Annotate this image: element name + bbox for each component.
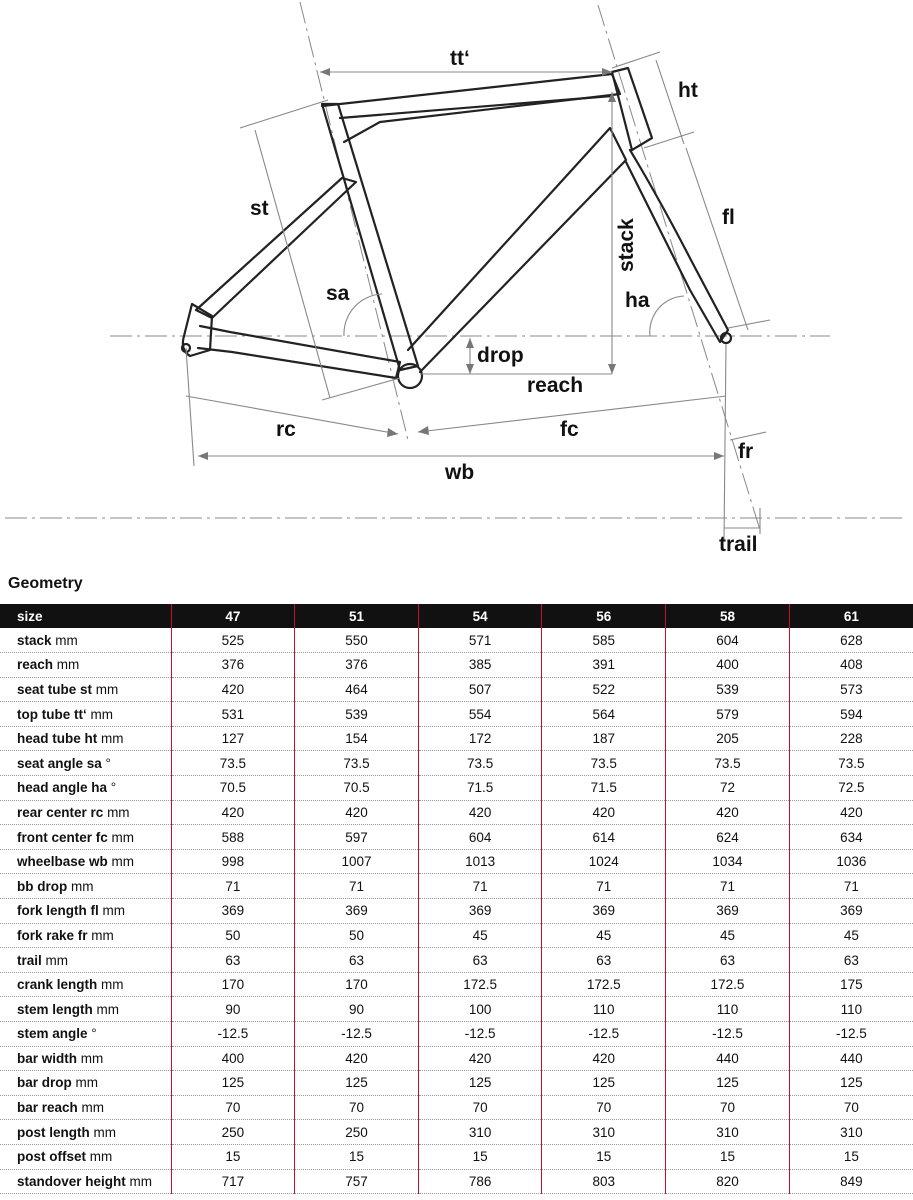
row-label-name: fork length fl xyxy=(17,903,99,919)
table-cell: 70.5 xyxy=(295,776,419,801)
table-cell: 73.5 xyxy=(295,751,419,776)
table-cell: 63 xyxy=(789,948,913,973)
size-header-cell: 51 xyxy=(295,604,419,628)
row-label-unit: ° xyxy=(101,755,111,771)
table-cell: 634 xyxy=(789,825,913,850)
table-cell: 73.5 xyxy=(666,751,790,776)
label-trail: trail xyxy=(719,533,758,556)
row-label-unit: ° xyxy=(87,1026,97,1042)
table-cell: 369 xyxy=(295,899,419,924)
table-cell: -12.5 xyxy=(789,1022,913,1047)
row-label xyxy=(0,825,171,850)
row-label-unit: mm xyxy=(103,804,130,820)
table-cell: 63 xyxy=(666,948,790,973)
row-label xyxy=(0,1046,171,1071)
table-row xyxy=(0,899,913,924)
table-cell: 110 xyxy=(789,997,913,1022)
row-label-name: stem length xyxy=(17,1001,93,1017)
table-cell: 440 xyxy=(789,1046,913,1071)
row-label-unit: mm xyxy=(86,1149,113,1165)
table-cell: 628 xyxy=(789,628,913,653)
row-label-unit: mm xyxy=(97,731,124,747)
table-cell: 63 xyxy=(171,948,295,973)
table-cell: 604 xyxy=(418,825,542,850)
table-row xyxy=(0,1071,913,1096)
row-label-unit: mm xyxy=(92,681,119,697)
table-cell: 803 xyxy=(542,1169,666,1194)
table-cell: 15 xyxy=(542,1144,666,1169)
row-label xyxy=(0,628,171,653)
table-cell: 564 xyxy=(542,702,666,727)
table-cell: 376 xyxy=(295,653,419,678)
table-cell: 71 xyxy=(789,874,913,899)
row-label-name: fork rake fr xyxy=(17,927,88,943)
row-label-name: head angle ha xyxy=(17,780,108,796)
table-cell: 70 xyxy=(418,1095,542,1120)
row-label-name: head tube ht xyxy=(17,731,98,747)
label-fc: fc xyxy=(560,418,579,441)
row-label xyxy=(0,1169,171,1194)
row-label-unit: mm xyxy=(107,829,135,845)
row-label-unit: mm xyxy=(98,903,125,919)
table-cell: 420 xyxy=(666,800,790,825)
row-label xyxy=(0,948,171,973)
table-cell: 369 xyxy=(171,899,295,924)
table-row xyxy=(0,1046,913,1071)
table-cell: -12.5 xyxy=(666,1022,790,1047)
size-header-label: size xyxy=(0,604,171,628)
row-label-name: bar drop xyxy=(17,1075,72,1091)
label-tt: tt‘ xyxy=(450,47,470,70)
table-cell: 420 xyxy=(542,800,666,825)
table-cell: 594 xyxy=(789,702,913,727)
table-cell: 571 xyxy=(418,628,542,653)
table-cell: 539 xyxy=(295,702,419,727)
size-header-cell: 58 xyxy=(666,604,790,628)
label-drop: drop xyxy=(477,344,524,367)
table-cell: 125 xyxy=(295,1071,419,1096)
row-label xyxy=(0,1120,171,1145)
table-cell: 127 xyxy=(171,726,295,751)
table-cell: 1024 xyxy=(542,849,666,874)
table-cell: 72 xyxy=(666,776,790,801)
row-label xyxy=(0,923,171,948)
row-label-unit: mm xyxy=(86,706,113,722)
row-label-unit: ° xyxy=(107,780,117,796)
table-cell: 71.5 xyxy=(542,776,666,801)
row-label xyxy=(0,874,171,899)
table-cell: 369 xyxy=(666,899,790,924)
table-cell: 63 xyxy=(542,948,666,973)
table-row xyxy=(0,628,913,653)
label-st: st xyxy=(250,197,269,220)
table-cell: 70 xyxy=(171,1095,295,1120)
table-cell: 507 xyxy=(418,677,542,702)
table-cell: 170 xyxy=(171,972,295,997)
row-label-unit: mm xyxy=(41,952,69,968)
table-cell: 170 xyxy=(295,972,419,997)
row-label-unit: mm xyxy=(67,878,94,894)
table-cell: 385 xyxy=(418,653,542,678)
table-cell: 228 xyxy=(789,726,913,751)
table-cell: 15 xyxy=(418,1144,542,1169)
table-cell: 187 xyxy=(542,726,666,751)
table-row xyxy=(0,1169,913,1194)
table-cell: 172.5 xyxy=(542,972,666,997)
table-cell: 464 xyxy=(295,677,419,702)
table-cell: 310 xyxy=(542,1120,666,1145)
table-cell: 717 xyxy=(171,1169,295,1194)
table-row xyxy=(0,677,913,702)
row-label-name: stem angle xyxy=(17,1026,88,1042)
row-label xyxy=(0,677,171,702)
row-label-unit: mm xyxy=(71,1075,99,1091)
table-cell: 554 xyxy=(418,702,542,727)
row-label-name: seat tube st xyxy=(17,681,93,697)
table-cell: 786 xyxy=(418,1169,542,1194)
row-label-unit: mm xyxy=(53,657,80,673)
table-cell: 70 xyxy=(542,1095,666,1120)
table-cell: 125 xyxy=(171,1071,295,1096)
table-cell: 376 xyxy=(171,653,295,678)
table-row xyxy=(0,948,913,973)
table-cell: 1036 xyxy=(789,849,913,874)
row-label xyxy=(0,726,171,751)
label-ht: ht xyxy=(678,79,698,102)
table-row xyxy=(0,726,913,751)
table-cell: 205 xyxy=(666,726,790,751)
table-cell: 1007 xyxy=(295,849,419,874)
table-cell: 110 xyxy=(542,997,666,1022)
table-row xyxy=(0,1095,913,1120)
table-cell: 420 xyxy=(295,800,419,825)
row-label-name: standover height xyxy=(17,1173,126,1189)
table-cell: 597 xyxy=(295,825,419,850)
geometry-title: Geometry xyxy=(8,575,83,592)
table-row xyxy=(0,1120,913,1145)
size-header-cell: 56 xyxy=(542,604,666,628)
table-cell: 614 xyxy=(542,825,666,850)
table-cell: 550 xyxy=(295,628,419,653)
row-label xyxy=(0,1071,171,1096)
table-cell: 522 xyxy=(542,677,666,702)
table-row xyxy=(0,653,913,678)
row-label xyxy=(0,751,171,776)
table-cell: 45 xyxy=(418,923,542,948)
table-cell: -12.5 xyxy=(418,1022,542,1047)
table-cell: 310 xyxy=(418,1120,542,1145)
row-label-unit: mm xyxy=(125,1173,153,1189)
table-cell: 391 xyxy=(542,653,666,678)
label-stack: stack xyxy=(615,218,638,272)
table-cell: 604 xyxy=(666,628,790,653)
bike-frame-outline xyxy=(182,68,731,388)
dimension-lines xyxy=(186,52,770,540)
row-label-name: bb drop xyxy=(17,878,68,894)
table-cell: 125 xyxy=(542,1071,666,1096)
row-label-unit: mm xyxy=(97,977,124,993)
table-row xyxy=(0,874,913,899)
table-cell: 525 xyxy=(171,628,295,653)
table-cell: 15 xyxy=(171,1144,295,1169)
table-cell: 420 xyxy=(418,800,542,825)
row-label-name: top tube tt‘ xyxy=(17,706,87,722)
row-label-name: crank length xyxy=(17,977,98,993)
table-cell: 73.5 xyxy=(542,751,666,776)
row-label xyxy=(0,997,171,1022)
row-label-name: rear center rc xyxy=(17,804,104,820)
table-cell: 172.5 xyxy=(418,972,542,997)
table-cell: 15 xyxy=(789,1144,913,1169)
table-cell: -12.5 xyxy=(542,1022,666,1047)
table-cell: 125 xyxy=(789,1071,913,1096)
size-header-cell: 61 xyxy=(789,604,913,628)
table-cell: 71 xyxy=(295,874,419,899)
row-label-unit: mm xyxy=(107,854,135,870)
row-label xyxy=(0,653,171,678)
row-label xyxy=(0,1144,171,1169)
table-row xyxy=(0,1144,913,1169)
table-cell: 400 xyxy=(171,1046,295,1071)
table-cell: 100 xyxy=(418,997,542,1022)
table-cell: 369 xyxy=(789,899,913,924)
table-cell: 90 xyxy=(295,997,419,1022)
table-cell: -12.5 xyxy=(171,1022,295,1047)
table-cell: 45 xyxy=(542,923,666,948)
table-row xyxy=(0,972,913,997)
table-cell: 71.5 xyxy=(418,776,542,801)
table-cell: 63 xyxy=(295,948,419,973)
row-label xyxy=(0,899,171,924)
table-cell: 71 xyxy=(171,874,295,899)
row-label xyxy=(0,1022,171,1047)
table-cell: 15 xyxy=(666,1144,790,1169)
table-row xyxy=(0,1022,913,1047)
frame-geometry-diagram xyxy=(0,0,913,560)
size-header-cell: 47 xyxy=(171,604,295,628)
table-cell: -12.5 xyxy=(295,1022,419,1047)
label-fl: fl xyxy=(722,206,735,229)
table-cell: 63 xyxy=(418,948,542,973)
table-cell: 408 xyxy=(789,653,913,678)
table-cell: 1013 xyxy=(418,849,542,874)
table-cell: 420 xyxy=(171,800,295,825)
table-cell: 420 xyxy=(295,1046,419,1071)
label-reach: reach xyxy=(527,374,584,397)
table-row xyxy=(0,825,913,850)
table-cell: 15 xyxy=(295,1144,419,1169)
table-cell: 70.5 xyxy=(171,776,295,801)
table-cell: 154 xyxy=(295,726,419,751)
row-label-name: seat angle sa xyxy=(17,755,102,771)
table-row xyxy=(0,923,913,948)
table-cell: 420 xyxy=(418,1046,542,1071)
label-rc: rc xyxy=(276,418,296,441)
table-cell: 420 xyxy=(789,800,913,825)
table-cell: 250 xyxy=(171,1120,295,1145)
table-row xyxy=(0,702,913,727)
table-cell: 757 xyxy=(295,1169,419,1194)
table-cell: 369 xyxy=(542,899,666,924)
table-cell: 110 xyxy=(666,997,790,1022)
row-label xyxy=(0,702,171,727)
row-label-unit: mm xyxy=(87,927,114,943)
geometry-table xyxy=(0,604,913,1194)
row-label-name: post offset xyxy=(17,1149,86,1165)
table-cell: 310 xyxy=(666,1120,790,1145)
row-label-unit: mm xyxy=(92,1001,120,1017)
table-cell: 172.5 xyxy=(666,972,790,997)
row-label-unit: mm xyxy=(77,1100,105,1116)
table-cell: 71 xyxy=(666,874,790,899)
table-cell: 998 xyxy=(171,849,295,874)
table-cell: 250 xyxy=(295,1120,419,1145)
table-cell: 71 xyxy=(418,874,542,899)
row-label xyxy=(0,1095,171,1120)
table-cell: 175 xyxy=(789,972,913,997)
row-label-unit: mm xyxy=(51,632,78,648)
table-cell: 70 xyxy=(666,1095,790,1120)
table-header-row xyxy=(0,604,913,628)
row-label xyxy=(0,849,171,874)
table-cell: 369 xyxy=(418,899,542,924)
table-cell: 420 xyxy=(171,677,295,702)
table-cell: 400 xyxy=(666,653,790,678)
table-cell: 440 xyxy=(666,1046,790,1071)
row-label-unit: mm xyxy=(89,1124,116,1140)
size-header-cell: 54 xyxy=(418,604,542,628)
table-cell: 310 xyxy=(789,1120,913,1145)
label-fr: fr xyxy=(738,440,754,463)
table-cell: 585 xyxy=(542,628,666,653)
table-cell: 70 xyxy=(295,1095,419,1120)
table-cell: 539 xyxy=(666,677,790,702)
row-label-name: stack xyxy=(17,632,52,648)
row-label-name: bar width xyxy=(17,1050,77,1066)
table-cell: 70 xyxy=(789,1095,913,1120)
table-cell: 73.5 xyxy=(171,751,295,776)
row-label-name: trail xyxy=(17,952,42,968)
table-cell: 172 xyxy=(418,726,542,751)
table-cell: 420 xyxy=(542,1046,666,1071)
table-cell: 573 xyxy=(789,677,913,702)
row-label-unit: mm xyxy=(77,1050,104,1066)
table-cell: 72.5 xyxy=(789,776,913,801)
table-cell: 849 xyxy=(789,1169,913,1194)
table-cell: 73.5 xyxy=(418,751,542,776)
table-cell: 820 xyxy=(666,1169,790,1194)
row-label xyxy=(0,776,171,801)
table-row xyxy=(0,997,913,1022)
label-wb: wb xyxy=(445,461,475,484)
table-row xyxy=(0,800,913,825)
table-row xyxy=(0,751,913,776)
row-label-name: post length xyxy=(17,1124,90,1140)
table-cell: 579 xyxy=(666,702,790,727)
row-label-name: front center fc xyxy=(17,829,108,845)
row-label xyxy=(0,972,171,997)
table-cell: 45 xyxy=(666,923,790,948)
table-cell: 73.5 xyxy=(789,751,913,776)
label-sa: sa xyxy=(326,282,350,305)
table-cell: 45 xyxy=(789,923,913,948)
label-ha: ha xyxy=(625,289,650,312)
table-cell: 624 xyxy=(666,825,790,850)
table-cell: 50 xyxy=(295,923,419,948)
table-cell: 531 xyxy=(171,702,295,727)
table-cell: 90 xyxy=(171,997,295,1022)
table-cell: 1034 xyxy=(666,849,790,874)
table-cell: 71 xyxy=(542,874,666,899)
table-cell: 50 xyxy=(171,923,295,948)
table-row xyxy=(0,849,913,874)
row-label xyxy=(0,800,171,825)
table-cell: 125 xyxy=(418,1071,542,1096)
table-row xyxy=(0,776,913,801)
table-cell: 588 xyxy=(171,825,295,850)
table-cell: 125 xyxy=(666,1071,790,1096)
row-label-name: wheelbase wb xyxy=(17,854,108,870)
row-label-name: bar reach xyxy=(17,1100,78,1116)
row-label-name: reach xyxy=(17,657,54,673)
